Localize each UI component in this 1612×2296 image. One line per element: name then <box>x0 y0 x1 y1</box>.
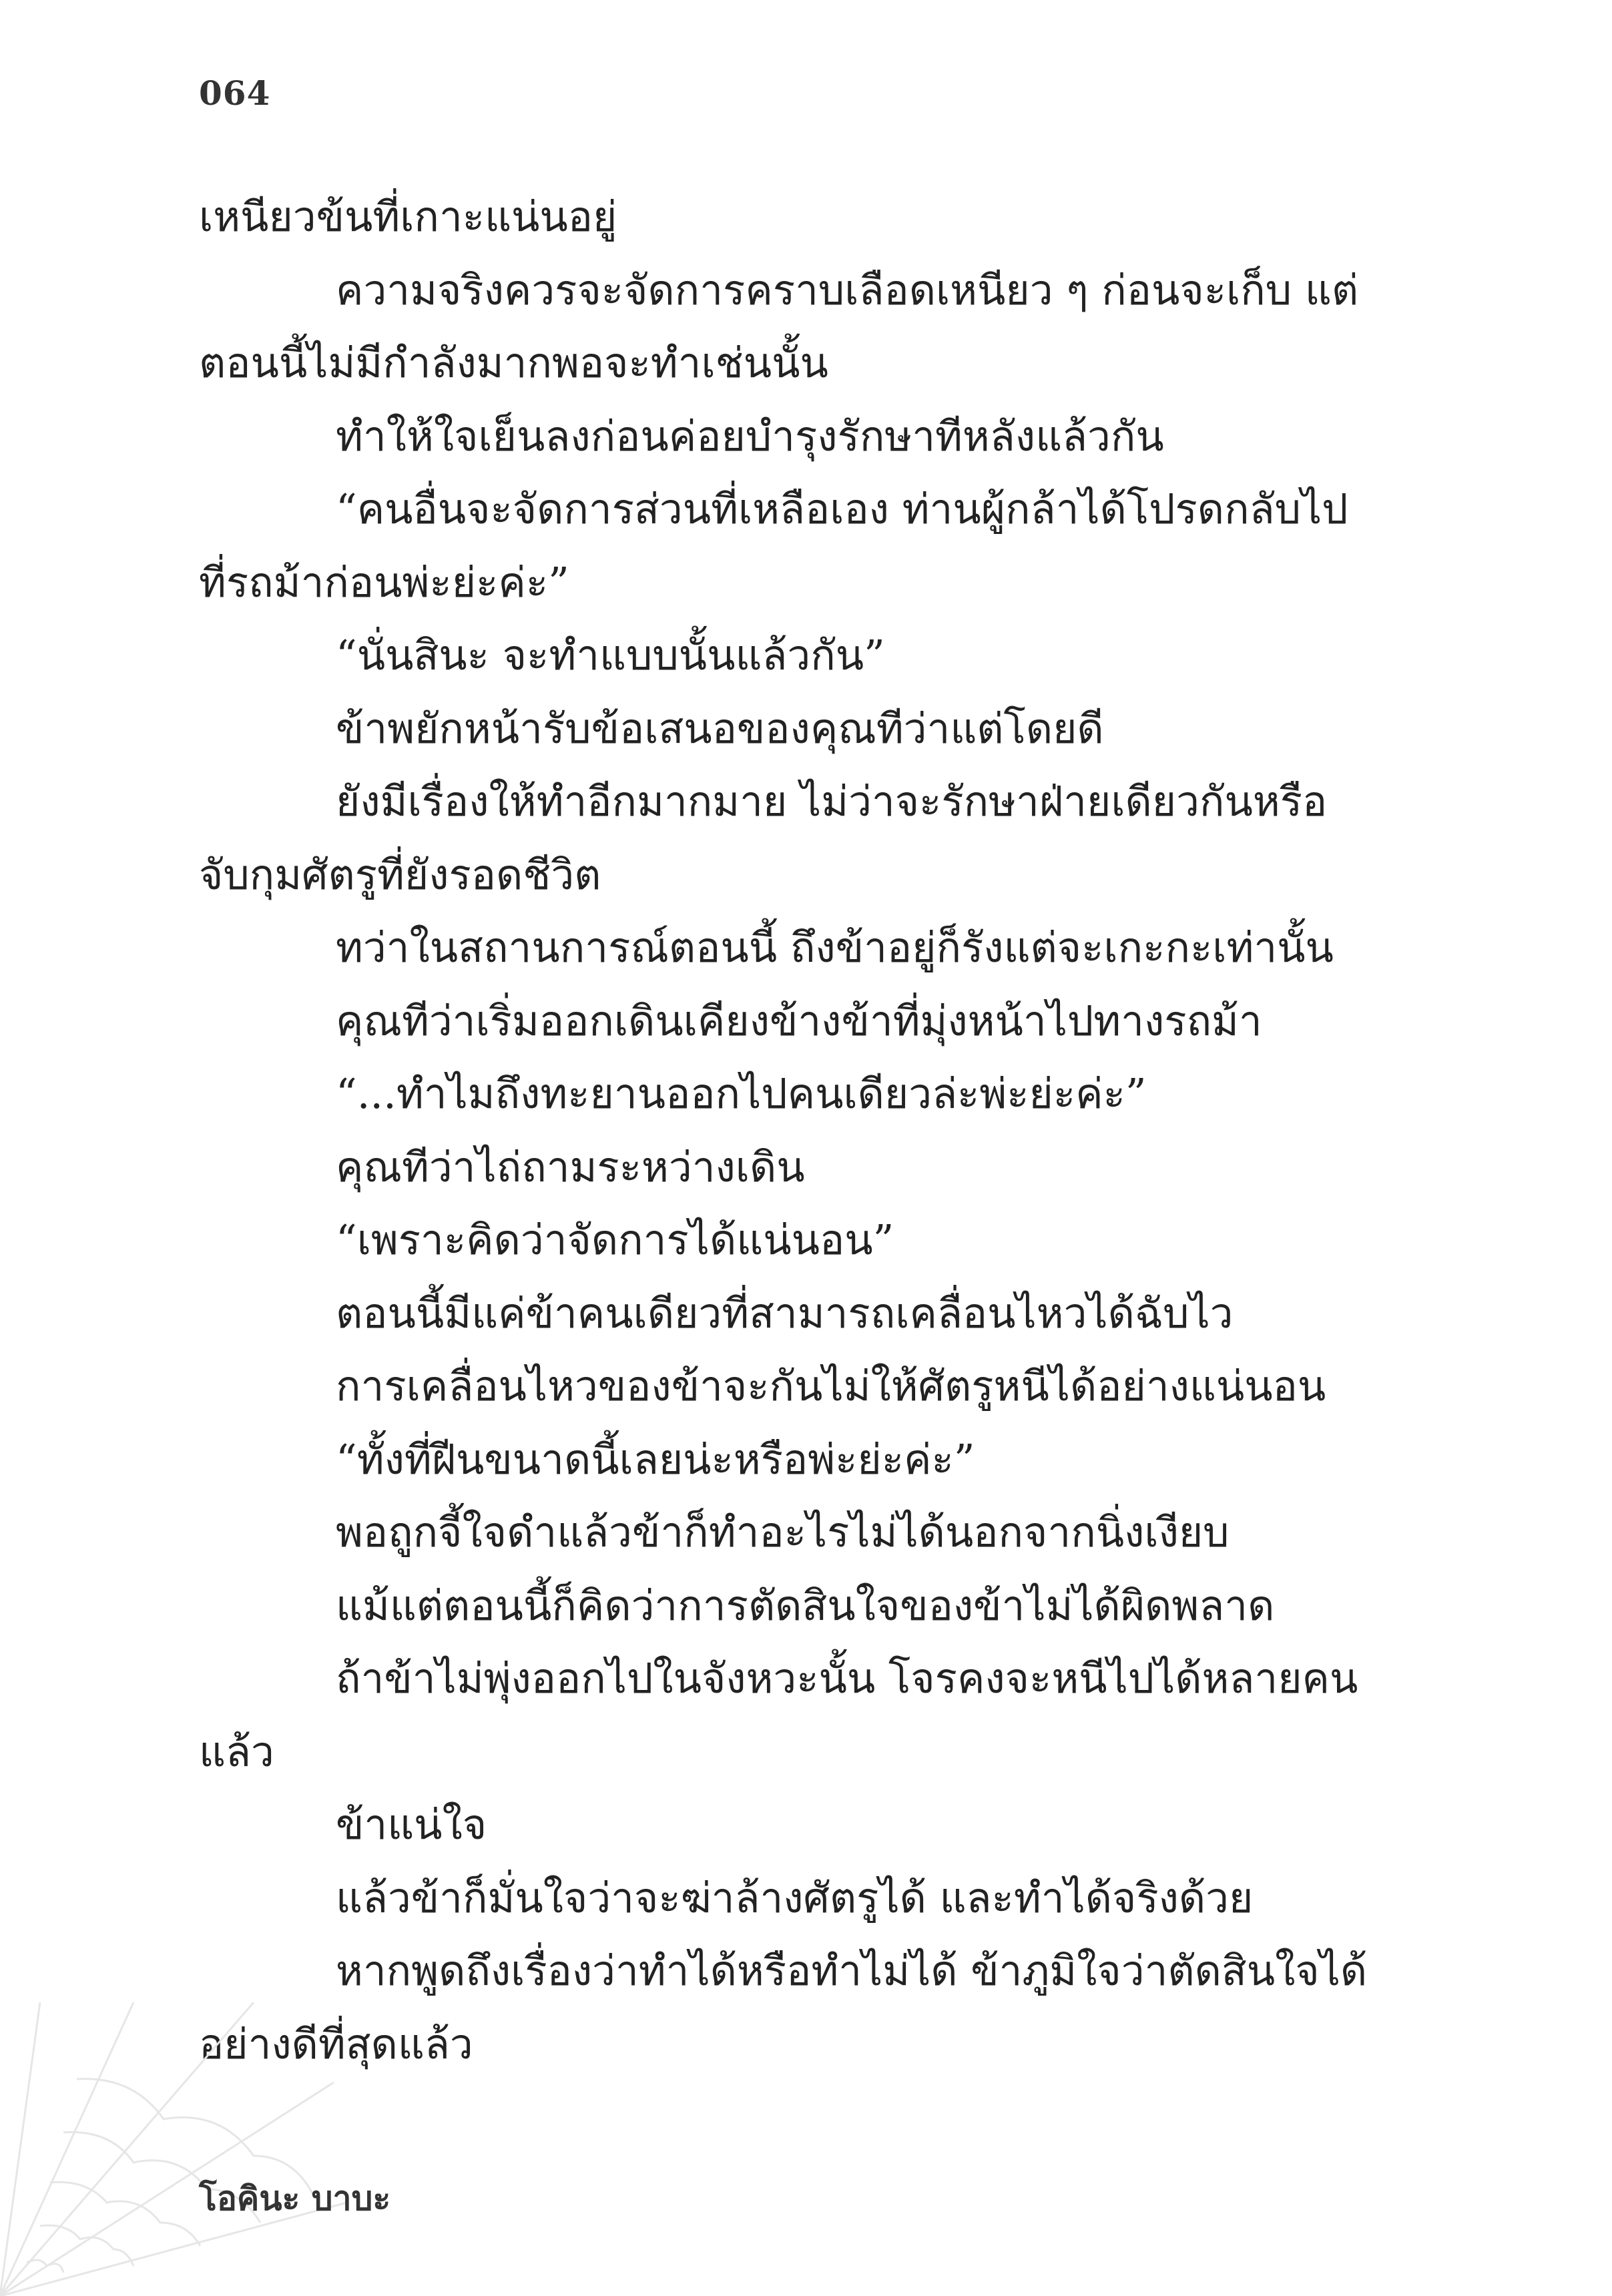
text-line: จับกุมศัตรูที่ยังรอดชีวิต <box>199 850 601 899</box>
text-line: “...ทำไมถึงทะยานออกไปคนเดียวล่ะพ่ะย่ะค่ะ” <box>336 1069 1147 1118</box>
page-number: 064 <box>199 73 271 113</box>
text-line: คุณทีว่าไถ่ถามระหว่างเดิน <box>336 1142 805 1191</box>
text-line: การเคลื่อนไหวของข้าจะกันไม่ให้ศัตรูหนีได้อย่างแน่นอน <box>336 1362 1326 1410</box>
text-line: แล้ว <box>199 1727 274 1776</box>
text-line: ตอนนี้มีแค่ข้าคนเดียวที่สามารถเคลื่อนไหวได้ฉับไว <box>336 1288 1234 1338</box>
text-line: หากพูดถึงเรื่องว่าทำได้หรือทำไม่ได้ ข้าภูมิใจว่าตัดสินใจได้ <box>336 1946 1368 1995</box>
text-line: ข้าแน่ใจ <box>336 1800 487 1849</box>
text-line: ทำให้ใจเย็นลงก่อนค่อยบำรุงรักษาทีหลังแล้วกัน <box>336 411 1164 461</box>
text-line: “นั่นสินะ จะทำแบบนั้นแล้วกัน” <box>336 631 885 679</box>
footer-book-title: โอคินะ บาบะ <box>199 2179 391 2218</box>
text-line: ตอนนี้ไม่มีกำลังมากพอจะทำเช่นนั้น <box>199 338 828 387</box>
text-line: “คนอื่นจะจัดการส่วนที่เหลือเอง ท่านผู้กล้าได้โปรดกลับไป <box>336 485 1348 533</box>
text-line: “ทั้งที่ฝีนขนาดนี้เลยน่ะหรือพ่ะย่ะค่ะ” <box>336 1434 975 1484</box>
text-line: ที่รถม้าก่อนพ่ะย่ะค่ะ” <box>199 557 569 607</box>
text-line: ความจริงควรจะจัดการคราบเลือดเหนียว ๆ ก่อนจะเก็บ แต่ <box>336 265 1359 314</box>
body-text <box>199 180 1410 2080</box>
text-line: ยังมีเรื่องให้ทำอีกมากมาย ไม่ว่าจะรักษาฝ่ายเดียวกันหรือ <box>336 777 1328 826</box>
text-line: คุณทีว่าเริ่มออกเดินเคียงข้างข้าที่มุ่งหน้าไปทางรถม้า <box>336 996 1262 1045</box>
text-line: ข้าพยักหน้ารับข้อเสนอของคุณทีว่าแต่โดยดี <box>336 703 1104 753</box>
text-line: เหนียวข้นที่เกาะแน่นอยู่ <box>199 192 617 241</box>
text-line: ถ้าข้าไม่พุ่งออกไปในจังหวะนั้น โจรคงจะหนีไปได้หลายคน <box>336 1654 1358 1703</box>
text-line: “เพราะคิดว่าจัดการได้แน่นอน” <box>336 1215 894 1264</box>
text-line: อย่างดีที่สุดแล้ว <box>199 2019 473 2068</box>
text-line: แล้วข้าก็มั่นใจว่าจะฆ่าล้างศัตรูได้ และทำได้จริงด้วย <box>336 1873 1254 1922</box>
text-line: แม้แต่ตอนนี้ก็คิดว่าการตัดสินใจของข้าไม่ได้ผิดพลาด <box>336 1581 1275 1630</box>
text-line: พอถูกจี้ใจดำแล้วข้าก็ทำอะไรไม่ได้นอกจากนิ่งเงียบ <box>336 1508 1230 1556</box>
spider-web-decoration <box>0 2002 347 2296</box>
text-line: ทว่าในสถานการณ์ตอนนี้ ถึงข้าอยู่ก็รังแต่จะเกะกะเท่านั้น <box>336 923 1334 972</box>
